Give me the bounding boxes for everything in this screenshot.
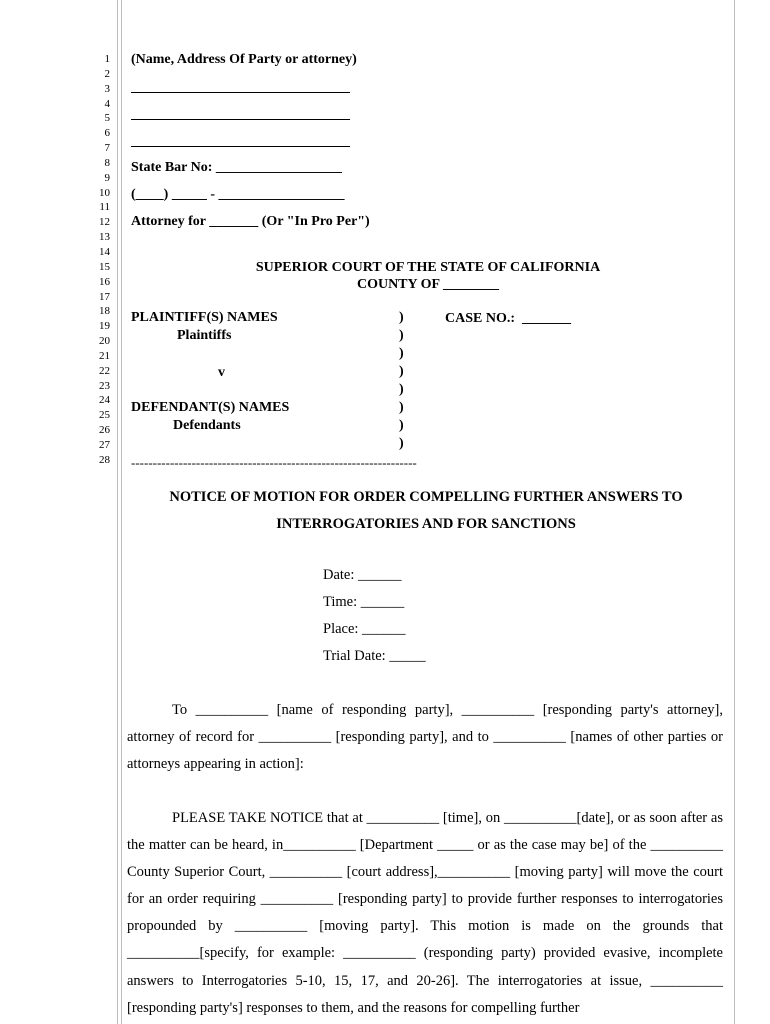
line-number: 7 [104, 142, 110, 155]
caption-paren: ) [399, 382, 404, 397]
line-number: 24 [99, 394, 110, 407]
line-number: 8 [104, 156, 110, 169]
line-number: 19 [99, 320, 110, 333]
line-number: 4 [104, 97, 110, 110]
line-number: 12 [99, 216, 110, 229]
line-number: 14 [99, 245, 110, 258]
plaintiffs-names: PLAINTIFF(S) NAMES [131, 310, 278, 325]
line-number: 21 [99, 349, 110, 362]
line-number: 26 [99, 424, 110, 437]
line-number: 27 [99, 438, 110, 451]
line-number: 10 [99, 186, 110, 199]
phone-line: (____) _____ - __________________ [131, 187, 345, 202]
versus-label: v [218, 365, 225, 380]
defendants-label: Defendants [173, 418, 241, 433]
left-margin-rule-inner [121, 0, 122, 1024]
hearing-place: Place: ______ [323, 621, 406, 637]
line-number: 23 [99, 379, 110, 392]
caption-paren: ) [399, 328, 404, 343]
caption-separator: ------------------------------------------------------------------ [131, 455, 417, 470]
line-number: 28 [99, 453, 110, 466]
party-label: (Name, Address Of Party or attorney) [131, 52, 357, 67]
address-blank-3 [131, 146, 350, 147]
line-number: 5 [104, 112, 110, 125]
address-blank-1 [131, 92, 350, 93]
body-paragraph-1: To __________ [name of responding party], __________ [responding party's attorney], attorney of record for __________ [responding party], and to __________ [names of other parties or attorneys appearing in action]: [127, 702, 723, 773]
line-number: 2 [104, 67, 110, 80]
line-number: 9 [104, 171, 110, 184]
line-number: 1 [104, 53, 110, 65]
line-number: 11 [99, 201, 110, 214]
state-bar-line: State Bar No: __________________ [131, 160, 342, 175]
plaintiffs-label: Plaintiffs [177, 328, 232, 343]
court-county: COUNTY OF ________ [356, 277, 500, 292]
hearing-time: Time: ______ [323, 594, 405, 610]
document-title: NOTICE OF MOTION FOR ORDER COMPELLING FURTHER ANSWERS TO INTERROGATORIES AND FOR SANCTIONS [169, 489, 683, 532]
line-number: 18 [99, 305, 110, 318]
line-number: 13 [99, 231, 110, 244]
caption-paren: ) [399, 346, 404, 361]
hearing-date: Date: ______ [323, 567, 402, 583]
line-number: 22 [99, 364, 110, 377]
line-number: 20 [99, 335, 110, 348]
court-name: SUPERIOR COURT OF THE STATE OF CALIFORNIA [255, 260, 601, 275]
defendants-names: DEFENDANT(S) NAMES [131, 400, 290, 415]
caption-paren: ) [399, 364, 404, 379]
address-blank-2 [131, 119, 350, 120]
line-number: 17 [99, 290, 110, 303]
line-number: 6 [104, 127, 110, 140]
caption-paren: ) [399, 418, 404, 433]
caption-paren: ) [399, 310, 404, 325]
line-number: 25 [99, 409, 110, 422]
caption-paren: ) [399, 436, 404, 451]
body-paragraph-2: PLEASE TAKE NOTICE that at __________ [time], on __________[date], or as soon after as the matter can be heard, in__________ [Department _____ or as the case may be] of the __________ County Superior Court, __________ [court address],__________ [moving party] will move the court for an order requiring __________ [responding party] to provide further responses to interrogatories propounded by __________ [moving party]. This motion is made on the grounds that __________[specify, for example: __________ (responding party) provided evasive, incomplete answers to Interrogatories 5-10, 15, 17, and 20-26]. The interrogatories at issue, __________ [responding party's] responses to them, and the reasons for compelling further [127, 810, 723, 1016]
caption-paren: ) [399, 400, 404, 415]
line-number: 16 [99, 275, 110, 288]
line-number: 15 [99, 260, 110, 273]
right-margin-rule [734, 0, 735, 1024]
left-margin-rule-outer [117, 0, 118, 1024]
line-number: 3 [104, 82, 110, 95]
case-number: CASE NO.: _______ [445, 311, 572, 326]
line-numbers [88, 52, 110, 468]
attorney-for-line: Attorney for _______ (Or "In Pro Per") [131, 214, 370, 229]
trial-date: Trial Date: _____ [323, 648, 426, 664]
